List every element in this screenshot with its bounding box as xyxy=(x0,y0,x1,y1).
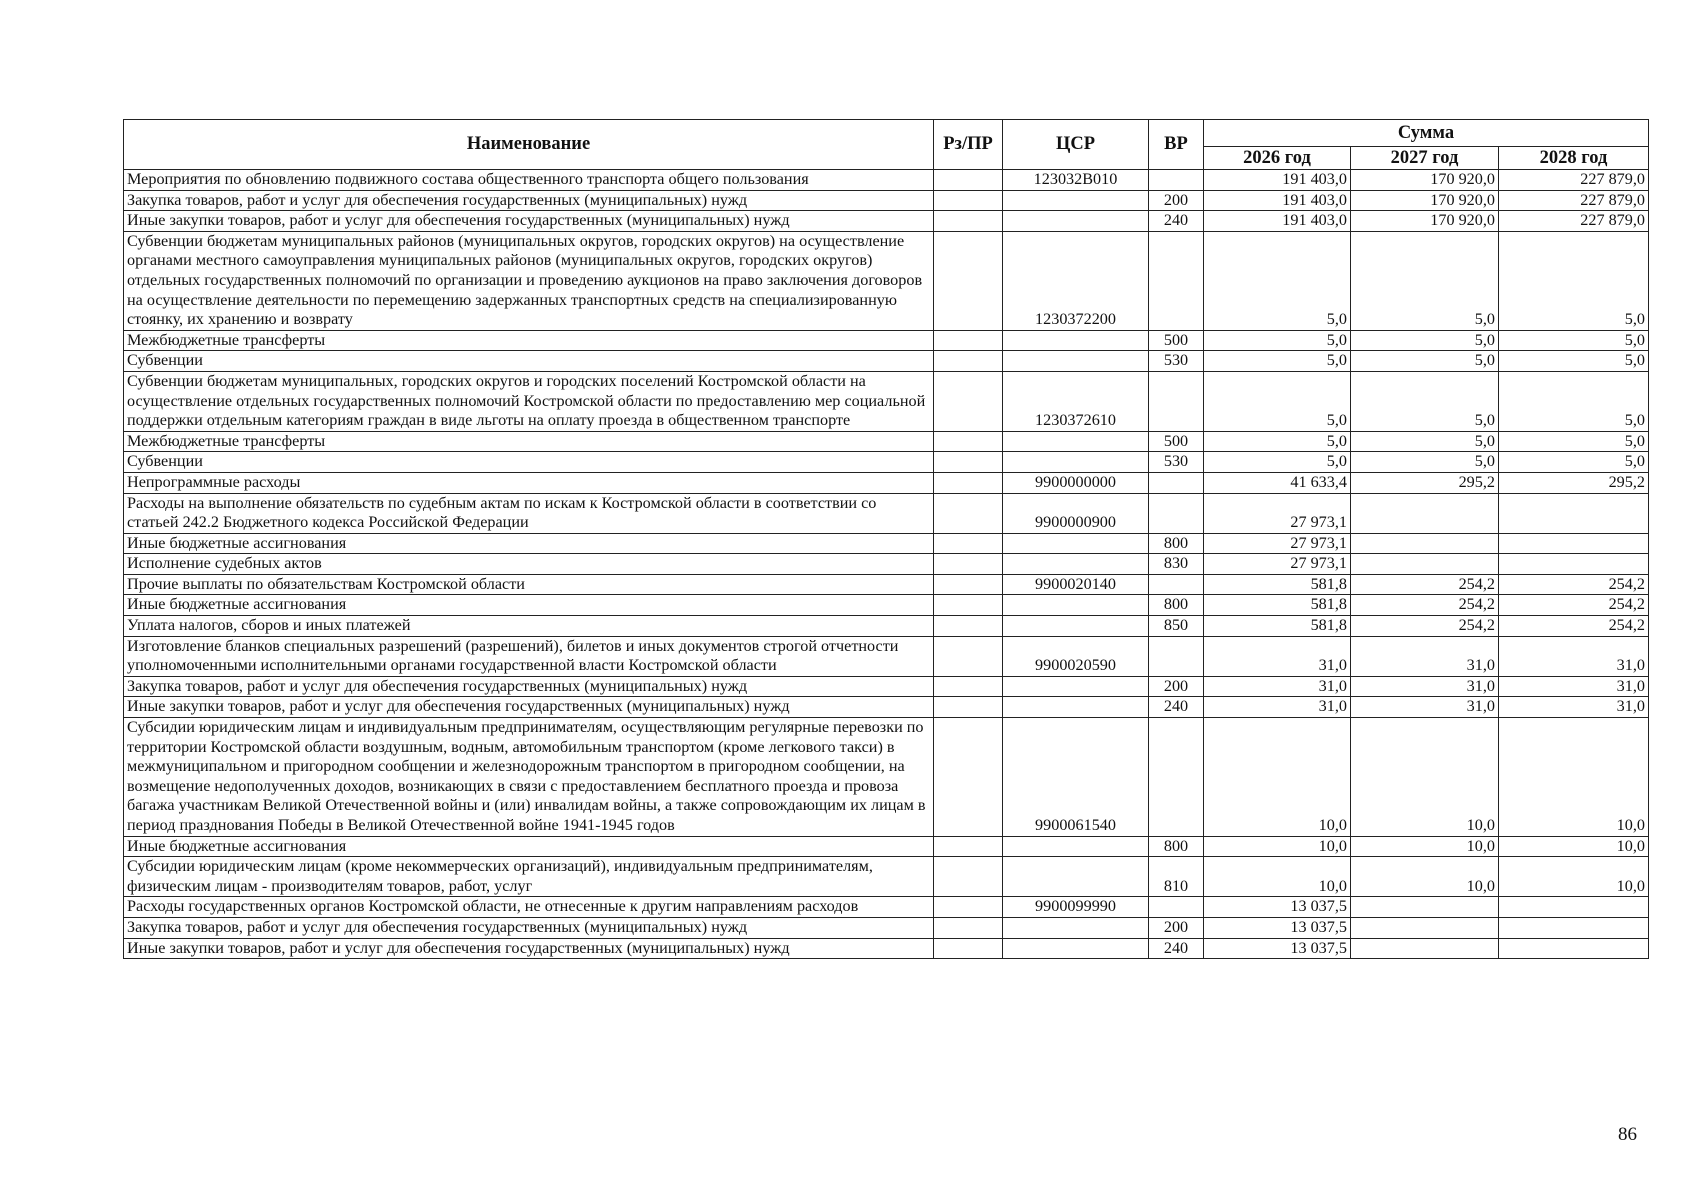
row-rzpr xyxy=(934,616,1003,637)
row-csr xyxy=(1003,452,1149,473)
row-csr xyxy=(1003,697,1149,718)
row-sum-2028: 5,0 xyxy=(1499,431,1649,452)
row-sum-2027 xyxy=(1351,533,1499,554)
row-vr: 240 xyxy=(1149,697,1204,718)
document-page xyxy=(123,119,1648,959)
row-rzpr xyxy=(934,636,1003,676)
table-row xyxy=(124,472,1649,493)
table-row xyxy=(124,897,1649,918)
row-csr xyxy=(1003,211,1149,232)
row-rzpr xyxy=(934,231,1003,330)
row-vr: 200 xyxy=(1149,917,1204,938)
row-sum-2026: 31,0 xyxy=(1204,697,1351,718)
row-csr xyxy=(1003,351,1149,372)
table-row xyxy=(124,676,1649,697)
row-name: Межбюджетные трансферты xyxy=(124,330,934,351)
table-row xyxy=(124,431,1649,452)
row-vr: 530 xyxy=(1149,351,1204,372)
row-csr xyxy=(1003,857,1149,897)
row-sum-2028 xyxy=(1499,533,1649,554)
table-row xyxy=(124,697,1649,718)
row-csr xyxy=(1003,917,1149,938)
row-csr: 123032В010 xyxy=(1003,170,1149,191)
table-row xyxy=(124,211,1649,232)
row-csr: 9900099990 xyxy=(1003,897,1149,918)
row-sum-2028: 254,2 xyxy=(1499,574,1649,595)
header-year-2027: 2027 год xyxy=(1351,147,1499,170)
row-name: Расходы на выполнение обязательств по судебным актам по искам к Костромской области в соответствии со статьей 242.2 Бюджетного кодекса Российской Федерации xyxy=(124,493,934,533)
table-header xyxy=(124,120,1649,170)
row-name: Иные бюджетные ассигнования xyxy=(124,836,934,857)
row-sum-2027: 31,0 xyxy=(1351,636,1499,676)
row-sum-2028: 254,2 xyxy=(1499,616,1649,637)
row-vr: 800 xyxy=(1149,533,1204,554)
row-sum-2026: 5,0 xyxy=(1204,371,1351,431)
row-name: Мероприятия по обновлению подвижного состава общественного транспорта общего пользования xyxy=(124,170,934,191)
row-sum-2026: 581,8 xyxy=(1204,595,1351,616)
row-sum-2027: 5,0 xyxy=(1351,452,1499,473)
row-name: Субсидии юридическим лицам (кроме некоммерческих организаций), индивидуальным предпринимателям, физическим лицам - производителям товаров, работ, услуг xyxy=(124,857,934,897)
row-rzpr xyxy=(934,718,1003,837)
row-rzpr xyxy=(934,857,1003,897)
row-sum-2028: 227 879,0 xyxy=(1499,170,1649,191)
row-name: Субвенции бюджетам муниципальных районов (муниципальных округов, городских округов) на осуществление органами местного самоуправления муниципальных районов (муниципальных округов, городских округов) отдельных государственных полномочий по организации и проведению аукционов на право заключения договоров на осуществление деятельности по перемещению задержанных транспортных средств на специализированную стоянку, их хранению и возврату xyxy=(124,231,934,330)
row-sum-2026: 41 633,4 xyxy=(1204,472,1351,493)
header-year-2026: 2026 год xyxy=(1204,147,1351,170)
row-rzpr xyxy=(934,371,1003,431)
row-csr: 9900020590 xyxy=(1003,636,1149,676)
row-vr: 200 xyxy=(1149,190,1204,211)
row-csr xyxy=(1003,676,1149,697)
row-sum-2026: 191 403,0 xyxy=(1204,170,1351,191)
row-sum-2027: 10,0 xyxy=(1351,718,1499,837)
row-rzpr xyxy=(934,351,1003,372)
row-sum-2027 xyxy=(1351,897,1499,918)
row-vr: 530 xyxy=(1149,452,1204,473)
table-row xyxy=(124,938,1649,959)
row-sum-2028: 254,2 xyxy=(1499,595,1649,616)
row-sum-2028: 10,0 xyxy=(1499,857,1649,897)
row-sum-2027: 5,0 xyxy=(1351,351,1499,372)
row-sum-2027: 5,0 xyxy=(1351,371,1499,431)
row-name: Межбюджетные трансферты xyxy=(124,431,934,452)
row-sum-2027 xyxy=(1351,554,1499,575)
row-name: Иные закупки товаров, работ и услуг для обеспечения государственных (муниципальных) нужд xyxy=(124,697,934,718)
row-sum-2027: 170 920,0 xyxy=(1351,170,1499,191)
row-vr xyxy=(1149,472,1204,493)
row-name: Субвенции xyxy=(124,351,934,372)
row-vr: 800 xyxy=(1149,836,1204,857)
row-sum-2028: 31,0 xyxy=(1499,676,1649,697)
row-sum-2028: 31,0 xyxy=(1499,697,1649,718)
row-rzpr xyxy=(934,917,1003,938)
row-sum-2026: 27 973,1 xyxy=(1204,493,1351,533)
budget-table xyxy=(123,119,1649,959)
row-sum-2027: 295,2 xyxy=(1351,472,1499,493)
row-sum-2027: 5,0 xyxy=(1351,231,1499,330)
row-sum-2026: 10,0 xyxy=(1204,836,1351,857)
row-sum-2026: 10,0 xyxy=(1204,857,1351,897)
row-csr xyxy=(1003,190,1149,211)
table-row xyxy=(124,836,1649,857)
row-vr: 800 xyxy=(1149,595,1204,616)
row-name: Иные закупки товаров, работ и услуг для обеспечения государственных (муниципальных) нужд xyxy=(124,211,934,232)
row-sum-2027: 10,0 xyxy=(1351,857,1499,897)
row-sum-2027: 5,0 xyxy=(1351,431,1499,452)
row-sum-2028: 5,0 xyxy=(1499,330,1649,351)
row-sum-2028: 227 879,0 xyxy=(1499,211,1649,232)
row-sum-2026: 191 403,0 xyxy=(1204,211,1351,232)
header-name: Наименование xyxy=(124,120,934,170)
table-row xyxy=(124,190,1649,211)
table-row xyxy=(124,554,1649,575)
table-row xyxy=(124,595,1649,616)
row-name: Непрограммные расходы xyxy=(124,472,934,493)
row-vr: 850 xyxy=(1149,616,1204,637)
table-row xyxy=(124,330,1649,351)
row-sum-2026: 13 037,5 xyxy=(1204,897,1351,918)
table-row xyxy=(124,636,1649,676)
row-vr xyxy=(1149,897,1204,918)
row-sum-2026: 27 973,1 xyxy=(1204,533,1351,554)
row-vr xyxy=(1149,718,1204,837)
row-sum-2028: 5,0 xyxy=(1499,371,1649,431)
row-sum-2027 xyxy=(1351,493,1499,533)
table-row xyxy=(124,452,1649,473)
row-rzpr xyxy=(934,697,1003,718)
row-name: Закупка товаров, работ и услуг для обеспечения государственных (муниципальных) нужд xyxy=(124,190,934,211)
row-rzpr xyxy=(934,431,1003,452)
row-vr: 200 xyxy=(1149,676,1204,697)
row-csr xyxy=(1003,616,1149,637)
row-name: Уплата налогов, сборов и иных платежей xyxy=(124,616,934,637)
row-rzpr xyxy=(934,836,1003,857)
page-number: 86 xyxy=(1618,1124,1637,1145)
row-vr: 500 xyxy=(1149,330,1204,351)
table-row xyxy=(124,857,1649,897)
row-sum-2028: 5,0 xyxy=(1499,231,1649,330)
table-row xyxy=(124,170,1649,191)
table-row xyxy=(124,371,1649,431)
row-name: Иные закупки товаров, работ и услуг для обеспечения государственных (муниципальных) нужд xyxy=(124,938,934,959)
row-csr xyxy=(1003,938,1149,959)
row-csr xyxy=(1003,431,1149,452)
row-sum-2028 xyxy=(1499,897,1649,918)
header-vr: ВР xyxy=(1149,120,1204,170)
row-sum-2027: 170 920,0 xyxy=(1351,190,1499,211)
row-csr xyxy=(1003,595,1149,616)
table-row xyxy=(124,533,1649,554)
row-sum-2026: 10,0 xyxy=(1204,718,1351,837)
row-sum-2026: 31,0 xyxy=(1204,636,1351,676)
row-rzpr xyxy=(934,211,1003,232)
row-csr xyxy=(1003,533,1149,554)
row-sum-2027: 5,0 xyxy=(1351,330,1499,351)
header-rzpr: Рз/ПР xyxy=(934,120,1003,170)
row-csr xyxy=(1003,330,1149,351)
row-name: Прочие выплаты по обязательствам Костромской области xyxy=(124,574,934,595)
row-name: Закупка товаров, работ и услуг для обеспечения государственных (муниципальных) нужд xyxy=(124,917,934,938)
table-row xyxy=(124,351,1649,372)
row-rzpr xyxy=(934,190,1003,211)
row-sum-2028: 31,0 xyxy=(1499,636,1649,676)
row-sum-2027 xyxy=(1351,938,1499,959)
row-vr xyxy=(1149,371,1204,431)
row-sum-2028: 10,0 xyxy=(1499,718,1649,837)
row-rzpr xyxy=(934,938,1003,959)
row-sum-2026: 31,0 xyxy=(1204,676,1351,697)
row-name: Исполнение судебных актов xyxy=(124,554,934,575)
row-name: Закупка товаров, работ и услуг для обеспечения государственных (муниципальных) нужд xyxy=(124,676,934,697)
row-name: Изготовление бланков специальных разрешений (разрешений), билетов и иных документов строгой отчетности уполномоченными исполнительными органами государственной власти Костромской области xyxy=(124,636,934,676)
row-vr xyxy=(1149,574,1204,595)
row-rzpr xyxy=(934,554,1003,575)
row-sum-2027: 10,0 xyxy=(1351,836,1499,857)
row-vr xyxy=(1149,170,1204,191)
row-sum-2028: 5,0 xyxy=(1499,452,1649,473)
table-row xyxy=(124,718,1649,837)
row-rzpr xyxy=(934,595,1003,616)
row-sum-2028: 10,0 xyxy=(1499,836,1649,857)
row-csr: 9900020140 xyxy=(1003,574,1149,595)
row-sum-2026: 191 403,0 xyxy=(1204,190,1351,211)
row-name: Субсидии юридическим лицам и индивидуальным предпринимателям, осуществляющим регулярные перевозки по территории Костромской области воздушным, водным, автомобильным транспортом (кроме легкового такси) в межмуниципальном и пригородном сообщении и железнодорожным транспортом в пригородном сообщении, на возмещение недополученных доходов, возникающих в связи с предоставлением бесплатного проезда и провоза багажа участникам Великой Отечественной войны и (или) инвалидам войны, а также сопровождающим их лицам в период празднования Победы в Великой Отечественной войне 1941-1945 годов xyxy=(124,718,934,837)
row-sum-2027 xyxy=(1351,917,1499,938)
row-csr xyxy=(1003,554,1149,575)
row-csr: 1230372200 xyxy=(1003,231,1149,330)
row-sum-2026: 581,8 xyxy=(1204,574,1351,595)
row-name: Иные бюджетные ассигнования xyxy=(124,595,934,616)
row-rzpr xyxy=(934,897,1003,918)
header-sum: Сумма xyxy=(1204,120,1649,147)
row-sum-2028 xyxy=(1499,938,1649,959)
row-sum-2026: 13 037,5 xyxy=(1204,917,1351,938)
row-sum-2028: 295,2 xyxy=(1499,472,1649,493)
row-sum-2027: 170 920,0 xyxy=(1351,211,1499,232)
row-vr: 810 xyxy=(1149,857,1204,897)
row-sum-2027: 31,0 xyxy=(1351,697,1499,718)
row-sum-2026: 581,8 xyxy=(1204,616,1351,637)
row-name: Субвенции бюджетам муниципальных, городских округов и городских поселений Костромской области на осуществление отдельных государственных полномочий Костромской области по предоставлению мер социальной поддержки отдельным категориям граждан в виде льготы на оплату проезда в общественном транспорте xyxy=(124,371,934,431)
row-name: Субвенции xyxy=(124,452,934,473)
row-csr xyxy=(1003,836,1149,857)
row-csr: 9900061540 xyxy=(1003,718,1149,837)
table-row xyxy=(124,493,1649,533)
row-sum-2028 xyxy=(1499,917,1649,938)
table-row xyxy=(124,616,1649,637)
row-sum-2027: 254,2 xyxy=(1351,616,1499,637)
row-sum-2027: 254,2 xyxy=(1351,595,1499,616)
row-vr xyxy=(1149,636,1204,676)
row-sum-2027: 254,2 xyxy=(1351,574,1499,595)
table-body xyxy=(124,170,1649,959)
row-rzpr xyxy=(934,574,1003,595)
row-rzpr xyxy=(934,330,1003,351)
row-rzpr xyxy=(934,472,1003,493)
table-row xyxy=(124,231,1649,330)
row-rzpr xyxy=(934,170,1003,191)
row-sum-2028: 5,0 xyxy=(1499,351,1649,372)
row-vr: 240 xyxy=(1149,938,1204,959)
row-sum-2026: 5,0 xyxy=(1204,431,1351,452)
row-sum-2028 xyxy=(1499,493,1649,533)
row-vr: 240 xyxy=(1149,211,1204,232)
row-csr: 1230372610 xyxy=(1003,371,1149,431)
row-rzpr xyxy=(934,493,1003,533)
row-sum-2026: 5,0 xyxy=(1204,231,1351,330)
row-sum-2026: 27 973,1 xyxy=(1204,554,1351,575)
header-csr: ЦСР xyxy=(1003,120,1149,170)
row-vr: 500 xyxy=(1149,431,1204,452)
row-rzpr xyxy=(934,676,1003,697)
row-vr xyxy=(1149,493,1204,533)
row-sum-2027: 31,0 xyxy=(1351,676,1499,697)
table-row xyxy=(124,574,1649,595)
table-row xyxy=(124,917,1649,938)
row-vr xyxy=(1149,231,1204,330)
row-sum-2028 xyxy=(1499,554,1649,575)
row-name: Расходы государственных органов Костромской области, не отнесенные к другим направлениям расходов xyxy=(124,897,934,918)
row-sum-2026: 13 037,5 xyxy=(1204,938,1351,959)
row-rzpr xyxy=(934,533,1003,554)
row-sum-2028: 227 879,0 xyxy=(1499,190,1649,211)
header-year-2028: 2028 год xyxy=(1499,147,1649,170)
row-sum-2026: 5,0 xyxy=(1204,351,1351,372)
row-rzpr xyxy=(934,452,1003,473)
row-name: Иные бюджетные ассигнования xyxy=(124,533,934,554)
row-sum-2026: 5,0 xyxy=(1204,452,1351,473)
row-csr: 9900000000 xyxy=(1003,472,1149,493)
row-vr: 830 xyxy=(1149,554,1204,575)
row-sum-2026: 5,0 xyxy=(1204,330,1351,351)
row-csr: 9900000900 xyxy=(1003,493,1149,533)
